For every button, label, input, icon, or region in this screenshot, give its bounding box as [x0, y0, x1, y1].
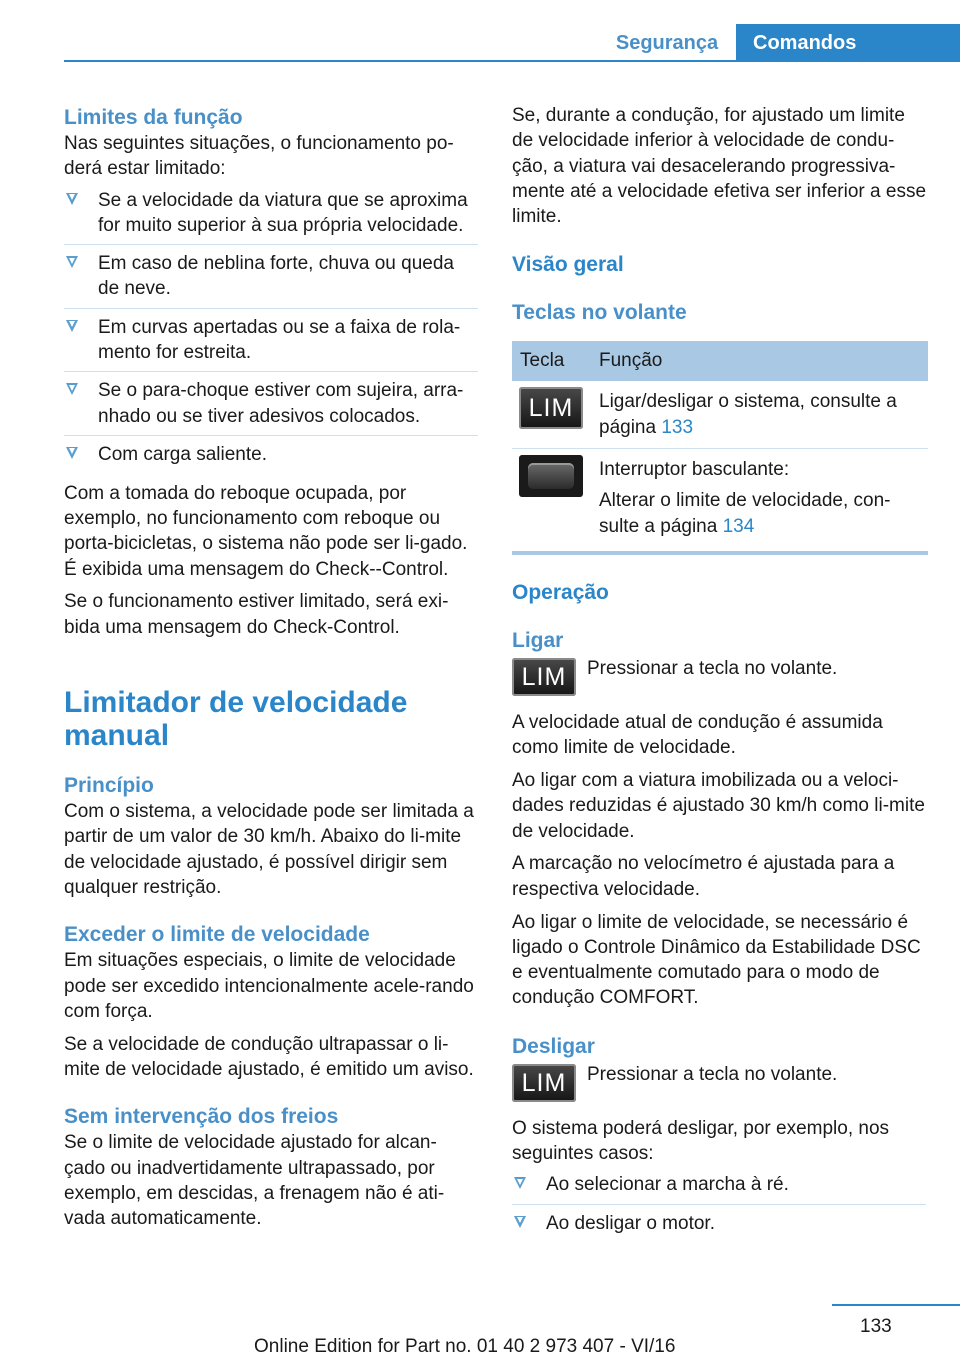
on-paragraph-1: A velocidade atual de condução é assumida como limite de velocidade. — [512, 711, 883, 759]
on-instruction-text: Pressionar a tecla no volante. — [587, 657, 838, 679]
column-header-key: Tecla — [512, 341, 591, 381]
function-text — [599, 488, 920, 539]
triangle-bullet-icon — [66, 256, 78, 268]
on-paragraph-3: A marcação no velocímetro é ajustada para a respectiva velocidade. — [512, 853, 895, 900]
no-brake-title: Sem intervenção dos freios — [64, 1105, 339, 1129]
triangle-bullet-icon — [66, 320, 78, 332]
off-instruction-text: Pressionar a tecla no volante. — [587, 1063, 838, 1085]
table-header-row — [512, 341, 928, 381]
table-row — [512, 381, 928, 448]
keys-title: Teclas no volante — [512, 301, 687, 325]
limits-paragraph-2: Se o funcionamento estiver limitado, será exi-bida uma mensagem do Check-Control. — [64, 591, 449, 638]
function-cell — [591, 381, 928, 448]
off-paragraph-1: O sistema poderá desligar, por exemplo, nos seguintes casos: — [512, 1117, 890, 1165]
tab-seguranca[interactable]: Segurança — [615, 32, 719, 54]
triangle-bullet-icon — [66, 193, 78, 205]
limits-intro: Nas seguintes situações, o funcionamento po-derá estar limitado: — [64, 133, 454, 180]
triangle-bullet-icon — [514, 1177, 526, 1189]
on-instruction — [512, 656, 926, 696]
list-item — [64, 315, 478, 373]
key-cell — [512, 449, 591, 553]
exceed-title: Exceder o limite de velocidade — [64, 923, 370, 947]
key-cell — [512, 381, 591, 448]
list-item-text: Ao selecionar a marcha à ré. — [546, 1174, 789, 1196]
function-text: Ligar/desligar o sistema, consulte a página — [599, 391, 897, 438]
tab-comandos[interactable]: Comandos — [736, 24, 960, 62]
list-item-text: Em curvas apertadas ou se a faixa de rola-mento for estreita. — [98, 316, 461, 364]
function-text: Interruptor basculante: — [599, 459, 790, 481]
list-item — [64, 251, 478, 309]
exceed-paragraph-2: Se a velocidade de condução ultrapassar o li-mite de velocidade ajustado, é emitido um aviso. — [64, 1033, 474, 1080]
header-rule — [64, 60, 960, 62]
lim-button-icon: LIM — [512, 658, 576, 696]
overview-title: Visão geral — [512, 253, 624, 277]
left-column — [64, 104, 478, 1231]
list-item-text: Se o para-choque estiver com sujeira, arra-nhado ou se tiver adesivos colocados. — [98, 380, 464, 427]
page-number: 133 — [860, 1316, 892, 1337]
operation-title: Operação — [512, 580, 609, 604]
no-brake-text: Se o limite de velocidade ajustado for alcan-çado ou inadvertidamente ultrapassado, por exemplo, em descidas, a frenagem não é ati-vada automaticamente. — [64, 1132, 445, 1230]
limits-list — [64, 188, 478, 474]
principle-title: Princípio — [64, 774, 154, 798]
on-title: Ligar — [512, 628, 564, 652]
function-text-body: Alterar o limite de velocidade, con-sulte a página — [599, 490, 891, 537]
off-list — [512, 1172, 926, 1242]
on-paragraph-2: Ao ligar com a viatura imobilizada ou a veloci-dades reduzidas é ajustado 30 km/h como li-mite de velocidade. — [512, 770, 925, 842]
list-item-text: Em caso de neblina forte, chuva ou queda de neve. — [98, 253, 454, 300]
page-link-133[interactable]: 133 — [661, 416, 694, 438]
section-title: Limitador de velocidade manual — [64, 686, 408, 753]
lim-button-icon: LIM — [519, 387, 583, 429]
list-item-text: Ao desligar o motor. — [546, 1212, 715, 1234]
on-paragraph-4: Ao ligar o limite de velocidade, se necessário é ligado o Controle Dinâmico da Estabilidade DSC e eventualmente comutado para o modo de condução COMFORT. — [512, 911, 921, 1009]
list-item — [64, 442, 478, 473]
off-title: Desligar — [512, 1034, 595, 1058]
function-cell — [591, 449, 928, 553]
triangle-bullet-icon — [514, 1216, 526, 1228]
list-item — [512, 1172, 926, 1204]
limits-title: Limites da função — [64, 106, 243, 129]
table-row — [512, 449, 928, 553]
column-header-function: Função — [591, 341, 928, 381]
keys-table — [512, 341, 928, 554]
footer-rule — [832, 1304, 960, 1306]
limits-paragraph-1: Com a tomada do reboque ocupada, por exemplo, no funcionamento com reboque ou porta-bicicletas, o sistema não pode ser li-gado. É exibida uma mensagem do Check--Control. — [64, 482, 468, 580]
list-item — [64, 188, 478, 246]
lim-button-icon: LIM — [512, 1064, 576, 1102]
top-paragraph: Se, durante a condução, for ajustado um limite de velocidade inferior à velocidade de condu-ção, a viatura vai desacelerando progressiva-mente até a velocidade efetiva ser inferior a esse limite. — [512, 105, 927, 228]
page-link-134[interactable]: 134 — [722, 515, 755, 537]
edition-footer: Online Edition for Part no. 01 40 2 973 407 - VI/16 — [254, 1336, 676, 1357]
list-item — [64, 378, 478, 436]
right-column — [512, 103, 926, 1242]
exceed-paragraph-1: Em situações especiais, o limite de velocidade pode ser excedido intencionalmente acele-rando com força. — [64, 950, 474, 1022]
triangle-bullet-icon — [66, 383, 78, 395]
list-item — [512, 1211, 926, 1242]
triangle-bullet-icon — [66, 447, 78, 459]
off-instruction — [512, 1062, 926, 1102]
principle-text: Com o sistema, a velocidade pode ser limitada a partir de um valor de 30 km/h. Abaixo do li-mite de velocidade ajustado, é possível dirigir sem qualquer restrição. — [64, 801, 474, 898]
rocker-switch-icon — [519, 455, 583, 497]
list-item-text: Com carga saliente. — [98, 443, 267, 465]
list-item-text: Se a velocidade da viatura que se aproxima for muito superior à sua própria velocidade. — [98, 189, 468, 236]
